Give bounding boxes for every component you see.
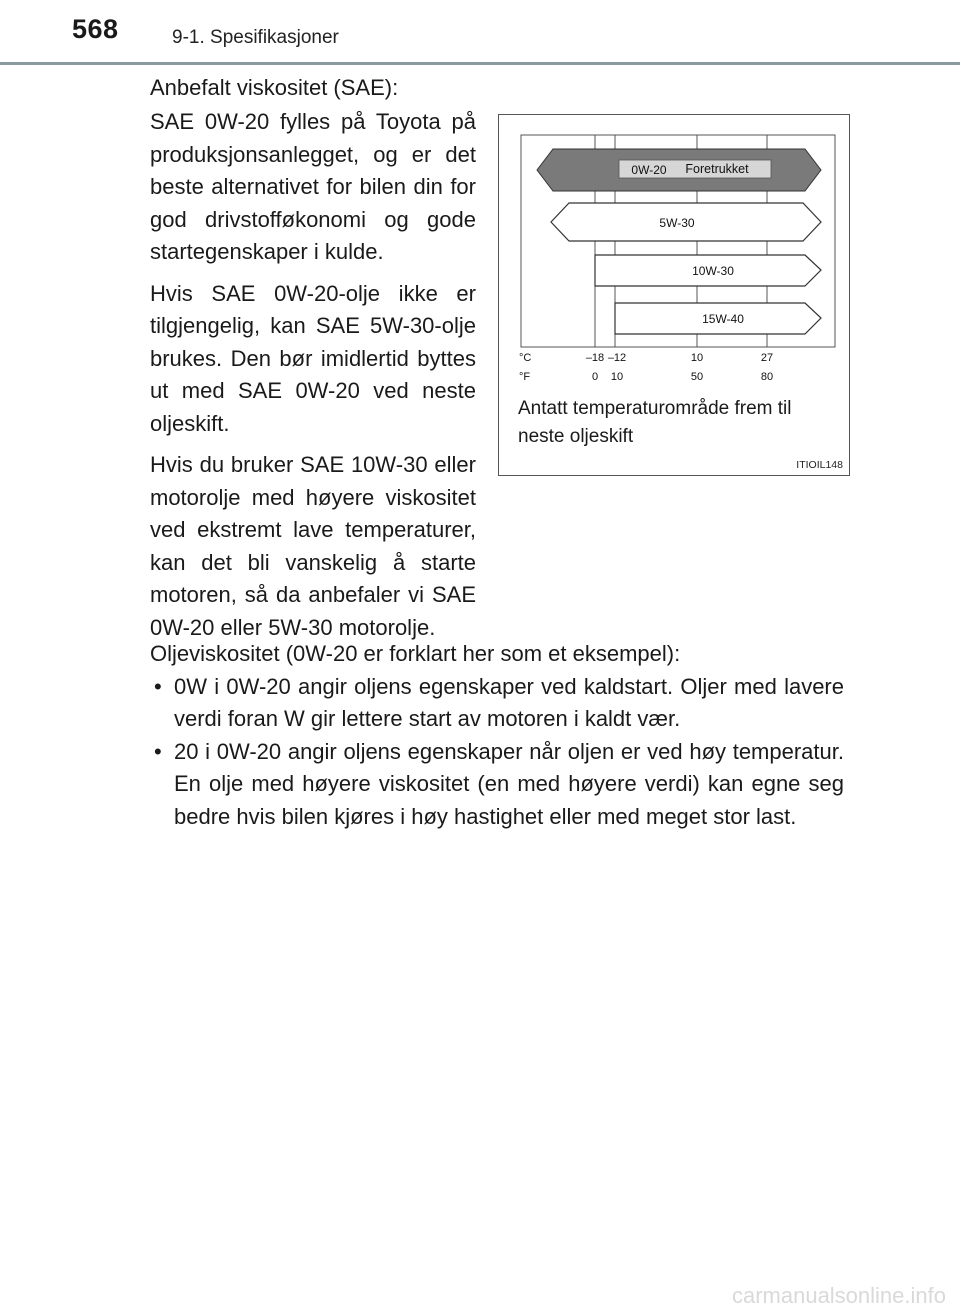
grade-label-0w-20: 0W-20 [631,163,667,177]
tick-f-1: 10 [610,371,624,383]
bullet-symbol: • [154,738,162,764]
bullet-item [150,671,844,736]
bullet-text-cold-start: 0W i 0W-20 angir oljens egenskaper ved kaldstart. Oljer med lavere verdi foran W gir lettere start av motoren i kaldt vær. [174,673,844,731]
bullet-symbol: • [154,673,162,699]
tick-f-3: 80 [760,371,774,383]
section-title: 9-1. Spesifikasjoner [172,27,339,48]
tick-c-2: 10 [690,352,704,364]
viscosity-intro: Oljeviskositet (0W-20 er forklart her som et eksempel): [150,641,681,666]
page-number: 568 [72,14,119,44]
full-width-text [150,638,844,833]
grade-band-10w-30 [595,255,821,286]
tick-f-2: 50 [690,371,704,383]
bullet-text-high-temp: 20 i 0W-20 angir oljens egenskaper når oljen er ved høy temperatur. En olje med høyere viskositet (en med høyere verdi) kan egne seg bedre hvis bilen kjøres i høy hastighet eller med meget stor last. [174,738,844,829]
paragraph-factory-fill: SAE 0W-20 fylles på Toyota på produksjonsanlegget, og er det beste alternativet for bilen din for god drivstofføkonomi og gode startegenskaper i kulde. [150,109,476,264]
tick-c-0: –18 [585,352,605,364]
viscosity-figure [498,114,850,476]
bullet-item [150,736,844,834]
grade-label-15w-40: 15W-40 [702,312,744,326]
grade-band-0w-20 [537,149,821,191]
paragraph-alternative-oil: Hvis SAE 0W-20-olje ikke er tilgjengelig, kan SAE 5W-30-olje brukes. Den bør imidlertid byttes ut med SAE 0W-20 ved neste oljeskift. [150,280,476,436]
paragraph-cold-start-warning: Hvis du bruker SAE 10W-30 eller motorolje med høyere viskositet ved ekstremt lave temperaturer, kan det bli vanskelig å starte motoren, så da anbefaler vi SAE 0W-20 eller 5W-30 motorolje. [150,452,476,640]
figure-code: ITIOIL148 [796,459,843,471]
grade-band-15w-40 [615,303,821,334]
footer-watermark-url[interactable]: carmanualsonline.info [731,1283,946,1308]
preferred-label: Foretrukket [685,162,749,176]
grade-label-5w-30: 5W-30 [659,216,695,230]
left-text-column [150,106,476,653]
tick-c-3: 27 [760,352,774,364]
header-divider [0,62,960,65]
tick-c-1: –12 [607,352,627,364]
grade-label-10w-30: 10W-30 [692,264,734,278]
viscosity-heading: Anbefalt viskositet (SAE): [150,75,399,100]
unit-fahrenheit: °F [519,371,531,383]
tick-f-0: 0 [591,371,599,383]
unit-celsius: °C [519,352,532,364]
figure-caption: Antatt temperaturområde frem til neste oljeskift [518,398,792,447]
grade-band-5w-30 [551,203,821,241]
